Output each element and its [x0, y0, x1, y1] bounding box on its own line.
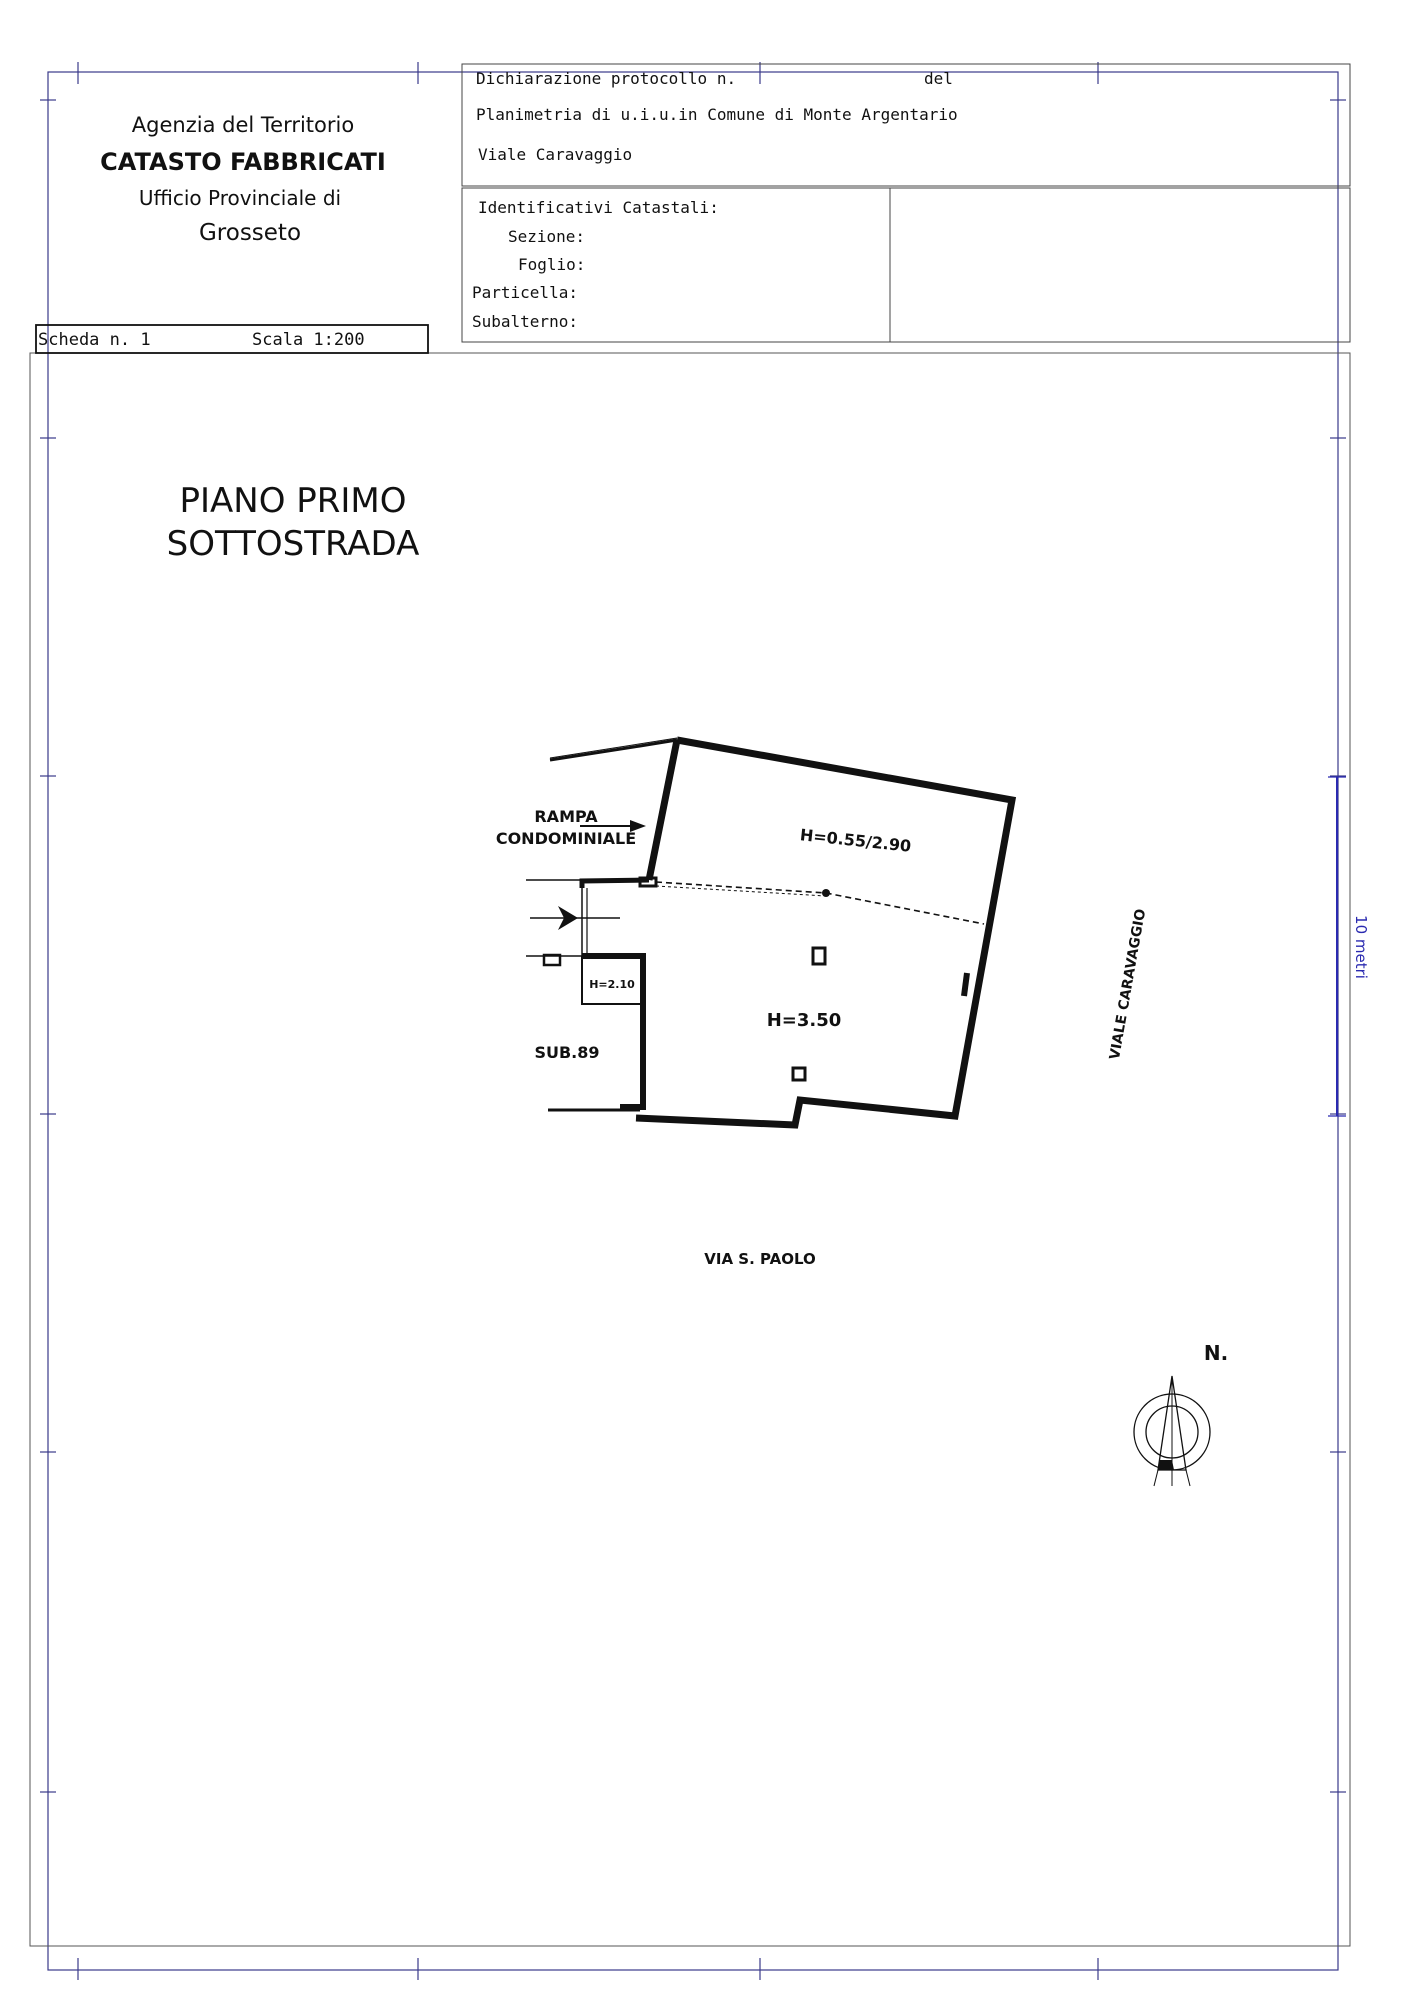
del-text: del	[924, 69, 953, 88]
height-main-label: H=3.50	[766, 1010, 842, 1031]
ufficio-text: Ufficio Provinciale di	[138, 186, 342, 210]
sezione-text: Sezione:	[508, 227, 586, 246]
plan-title-line1: PIANO PRIMO	[179, 481, 407, 521]
sub-label: SUB.89	[534, 1043, 600, 1062]
condominiale-label: CONDOMINIALE	[495, 829, 637, 848]
rampa-label: RAMPA	[534, 807, 598, 826]
height-upper-label: H=0.55/2.90	[799, 825, 913, 856]
plan-title-line2: SOTTOSTRADA	[166, 524, 420, 564]
header-left	[100, 113, 386, 246]
catasto-text: CATASTO FABBRICATI	[100, 148, 386, 176]
foglio-text: Foglio:	[518, 255, 586, 274]
identificativi-text: Identificativi Catastali:	[478, 198, 719, 217]
subalterno-text: Subalterno:	[472, 312, 578, 331]
north-label: N.	[1203, 1341, 1229, 1365]
scale-bar	[1328, 777, 1370, 1116]
planimetria-text: Planimetria di u.i.u.in Comune di Monte Argentario	[476, 105, 958, 124]
city-text: Grosseto	[198, 220, 302, 246]
height-small-label: H=2.10	[589, 978, 635, 991]
floor-plan	[526, 738, 1012, 1125]
outer-frame	[40, 62, 1346, 1980]
north-arrow	[1134, 1341, 1228, 1486]
agency-text: Agenzia del Territorio	[131, 113, 355, 137]
dichiarazione-text: Dichiarazione protocollo n.	[476, 69, 737, 88]
plan-labels	[496, 807, 1149, 1268]
scale-bar-label: 10 metri	[1352, 915, 1370, 979]
street-bottom-label: VIA S. PAOLO	[704, 1250, 816, 1268]
scheda-box	[36, 325, 428, 353]
street-right-label: VIALE CARAVAGGIO	[1106, 907, 1150, 1061]
compass-icon	[1134, 1376, 1210, 1486]
header-right	[462, 64, 1350, 342]
scala-text: Scala 1:200	[252, 330, 365, 350]
address-text: Viale Caravaggio	[478, 145, 633, 164]
drawing-area-frame	[30, 353, 1350, 1946]
particella-text: Particella:	[472, 283, 578, 302]
plan-title	[167, 481, 420, 564]
scheda-text: Scheda n. 1	[38, 330, 151, 350]
